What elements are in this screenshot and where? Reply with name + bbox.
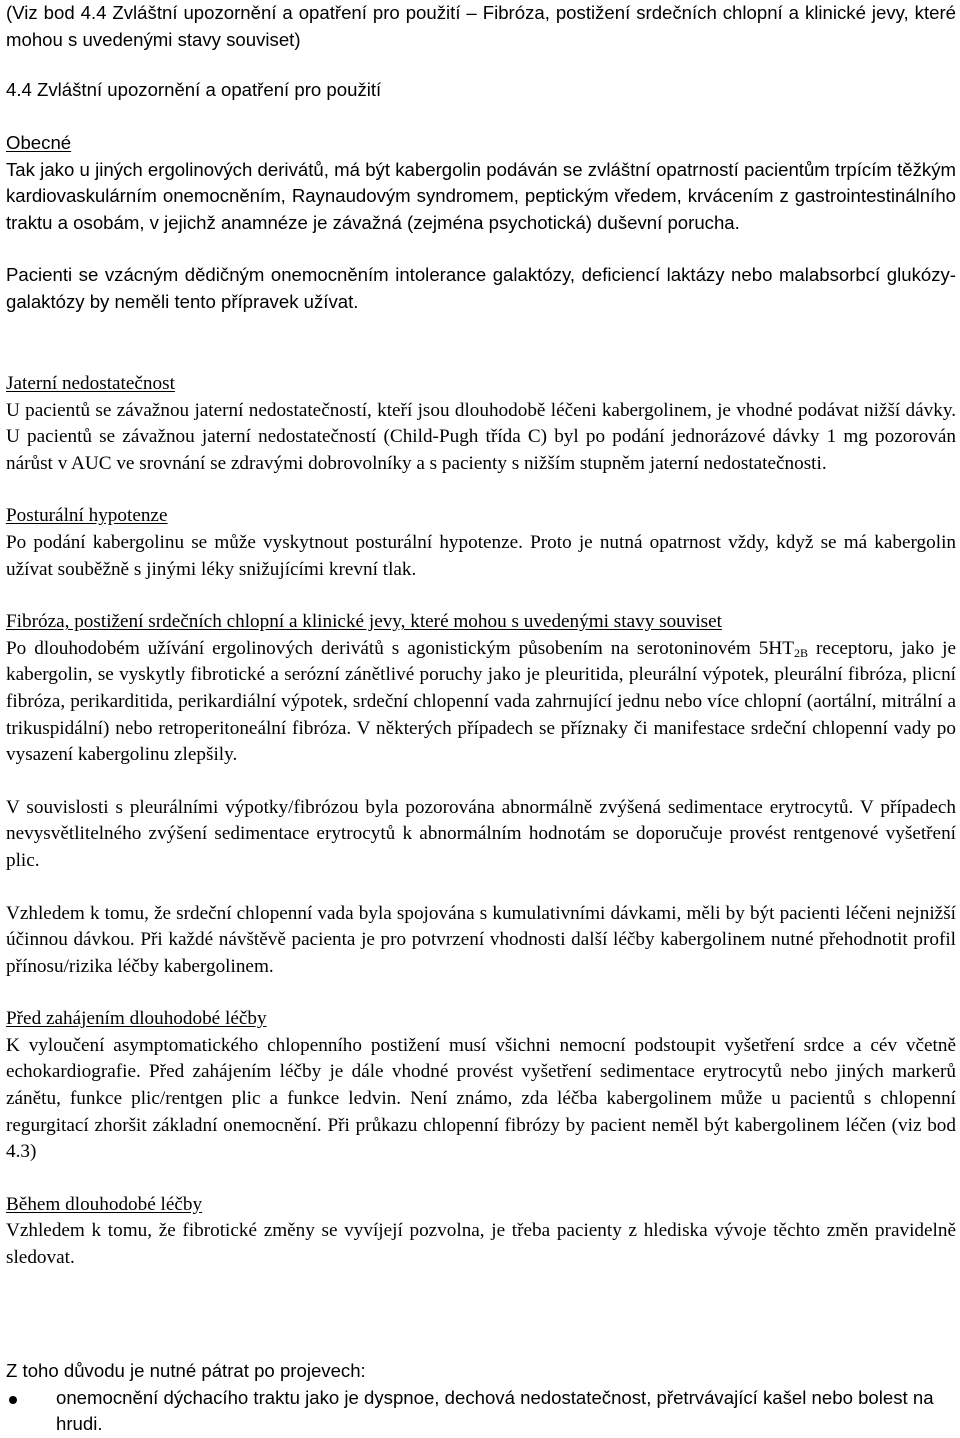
symptoms-section: [6, 1358, 956, 1438]
hepatic-heading: Jaterní nedostatečnost: [6, 373, 175, 394]
hepatic-section: [6, 371, 956, 1272]
general-paragraph-1: Tak jako u jiných ergolinových derivátů, má být kabergolin podáván se zvláštní opatrností pacientům trpícím těžkým kardiovaskulárním onemocněním, Raynaudovým syndromem, peptickým vředem, krvácením z gastrointestinálního traktu a osobám, v jejichž anamnéze je závažná (zejména psychotická) duševní porucha.: [6, 158, 956, 233]
postural-heading: Posturální hypotenze: [6, 505, 168, 527]
during-treatment-heading: Během dlouhodobé léčby: [6, 1193, 203, 1215]
symptoms-intro: Z toho důvodu je nutné pátrat po projevech:: [6, 1360, 366, 1381]
before-treatment-paragraph-1: K vyloučení asymptomatického chlopenního postižení musí všichni nemocní podstoupit vyšetření srdce a cév včetně echokardiografie. Před zahájením léčby je dále vhodné provést vyšetření sedimentace erytrocytů nebo jiných markerů zánětu, funkce plic/rentgen plic a funkce ledvin. Není známo, zda léčba kabergolinem může u pacientů s chlopenní regurgitací zhoršit základní onemocnění. Při průkazu chlopenní fibrózy by pacient neměl být kabergolinem léčen (viz bod 4.3): [6, 1034, 956, 1163]
reference-note: (Viz bod 4.4 Zvláštní upozornění a opatření pro použití – Fibróza, postižení srdečních chlopní a klinické jevy, které mohou s uvedenými stavy souviset): [6, 2, 956, 50]
postural-paragraph-1: Po podání kabergolinu se může vyskytnout posturální hypotenze. Proto je nutná opatrnost vždy, když se má kabergolin užívat souběžně s jinými léky snižujícími krevní tlak.: [6, 531, 956, 580]
general-paragraph-2: Pacienti se vzácným dědičným onemocněním intolerance galaktózy, deficiencí laktázy nebo malabsorbcí glukózy-galaktózy by neměli tento přípravek užívat.: [6, 264, 956, 312]
section-title: 4.4 Zvláštní upozornění a opatření pro použití: [6, 79, 382, 100]
before-treatment-heading: Před zahájením dlouhodobé léčby: [6, 1008, 267, 1030]
during-treatment-paragraph-1: Vzhledem k tomu, že fibrotické změny se vyvíjejí pozvolna, je třeba pacienty z hlediska vývoje těchto změn pravidelně sledovat.: [6, 1220, 956, 1269]
hepatic-paragraph-1: U pacientů se závažnou jaterní nedostatečností, kteří jsou dlouhodobě léčeni kabergolinem, je vhodné podávat nižší dávky. U pacientů se závažnou jaterní nedostatečností (Child-Pugh třída C) byl po podání jednorázové dávky 1 mg pozorován nárůst v AUC ve srovnání se zdravými dobrovolníky a s pacienty s nižším stupněm jaterní nedostatečnosti.: [6, 399, 956, 474]
fibrosis-p1-after: receptoru, jako je kabergolin, se vyskytly fibrotické a serózní zánětlivé poruchy jako je pleuritida, pleurální výpotek, pleurální fibróza, plicní fibróza, perikarditida, perikardiální výpotek, srdeční chlopenní vada zahrnující jednu nebo více chlopní (aortální, mitrální a trikuspidální) nebo retroperitoneální fibróza. V některých případech se příznaky či manifestace srdeční chlopenní vady po vysazení kabergolinu zlepšily.: [6, 637, 956, 766]
fibrosis-paragraph-3: Vzhledem k tomu, že srdeční chlopenní vada byla spojována s kumulativními dávkami, měli by být pacienti léčeni nejnižší účinnou dávkou. Při každé návštěvě pacienta je pro potvrzení vhodnosti další léčby kabergolinem nutné přehodnotit profil přínosu/rizika léčby kabergolinem.: [6, 902, 956, 977]
general-heading: Obecné: [6, 132, 72, 153]
fibrosis-paragraph-2: V souvislosti s pleurálními výpotky/fibrózou byla pozorována abnormálně zvýšená sedimentace erytrocytů. V případech nevysvětlitelného zvýšení sedimentace erytrocytů k abnormálním hodnotám se doporučuje provést rentgenové vyšetření plic.: [6, 796, 956, 871]
fibrosis-p1-before: Po dlouhodobém užívání ergolinových derivátů s agonistickým působením na serotoninovém 5HT: [6, 637, 794, 659]
symptoms-item-text: onemocnění dýchacího traktu jako je dyspnoe, dechová nedostatečnost, přetrvávající kašel nebo bolest na hrudi.: [56, 1386, 934, 1435]
fibrosis-paragraph-1: [6, 636, 956, 769]
bullet-icon: [9, 1396, 17, 1404]
symptoms-list: [6, 1385, 956, 1438]
general-section: [6, 130, 956, 316]
fibrosis-p1-sub: 2B: [793, 645, 808, 660]
list-item: [6, 1385, 956, 1438]
fibrosis-heading: Fibróza, postižení srdečních chlopní a klinické jevy, které mohou s uvedenými stavy souviset: [6, 611, 722, 633]
